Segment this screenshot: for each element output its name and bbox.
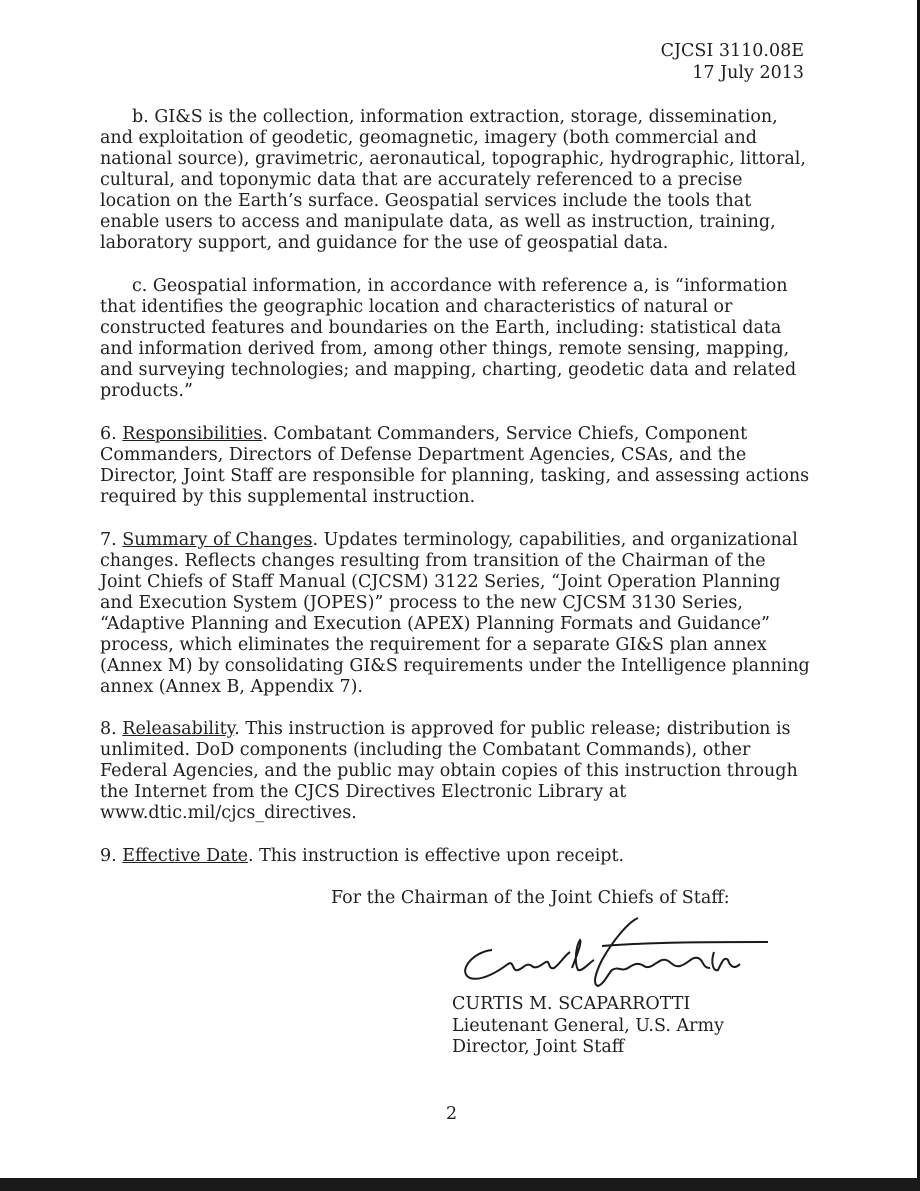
paragraph-b-text: b. GI&S is the collection, information extraction, storage, dissemination, and exploitation of geodetic, geomagnetic, imagery (both commercial and national source), gravimetric, aeronautical, topographic, hydrographic, littoral, cultural, and toponymic data that are accurately referenced to a precise location on the Earth’s surface. Geospatial services include the tools that enable users to access and manipulate data, as well as instruction, training, laboratory support, and guidance for the use of geospatial data. xyxy=(100,107,806,253)
handwritten-signature xyxy=(452,912,772,992)
section-text: . This instruction is approved for public release; distribution is unlimited. DoD components (including the Combatant Commands), other Federal Agencies, and the public may obtain copies of this instruction through the Internet from the CJCS Directives Electronic Library at www.dtic.mil/cjcs_directives. xyxy=(100,719,798,823)
document-header xyxy=(661,40,804,84)
section-number: 9. xyxy=(100,846,117,866)
signer-rank: Lieutenant General, U.S. Army xyxy=(452,1015,724,1036)
section-title: Responsibilities xyxy=(122,424,263,444)
document-number: CJCSI 3110.08E xyxy=(660,41,804,61)
section-title: Effective Date xyxy=(122,846,248,866)
signer-title: Director, Joint Staff xyxy=(452,1037,625,1057)
section-title: Summary of Changes xyxy=(122,530,313,550)
section-number: 7. xyxy=(100,530,117,550)
paragraph-c xyxy=(100,276,812,402)
section-6-responsibilities xyxy=(100,424,812,508)
section-9-effective-date xyxy=(100,846,812,867)
section-text: . Combatant Commanders, Service Chiefs, Component Commanders, Directors of Defense Department Agencies, CSAs, and the Director, Joint Staff are responsible for planning, tasking, and assessing actions required by this supplemental instruction. xyxy=(100,424,810,507)
page-number: 2 xyxy=(446,1104,458,1124)
section-number: 6. xyxy=(100,424,117,444)
scan-bottom-band xyxy=(0,1178,920,1191)
signer-name: CURTIS M. SCAPARROTTI xyxy=(452,994,691,1014)
signature-block xyxy=(452,994,724,1059)
closing-line: For the Chairman of the Joint Chiefs of Staff: xyxy=(331,888,730,908)
document-date: 17 July 2013 xyxy=(692,63,804,83)
section-text: . Updates terminology, capabilities, and organizational changes. Reflects changes resulting from transition of the Chairman of the Joint Chiefs of Staff Manual (CJCSM) 3122 Series, “Joint Operation Planning and Execution System (JOPES)” process to the new CJCSM 3130 Series, “Adaptive Planning and Execution (APEX) Planning Formats and Guidance” process, which eliminates the requirement for a separate GI&S plan annex (Annex M) by consolidating GI&S requirements under the Intelligence planning annex (Annex B, Appendix 7). xyxy=(100,530,810,697)
section-8-releasability xyxy=(100,719,812,824)
section-title: Releasability xyxy=(122,719,235,739)
paragraph-c-text: c. Geospatial information, in accordance with reference a, is “information that identifies the geographic location and characteristics of natural or constructed features and boundaries on the Earth, including: statistical data and information derived from, among other things, remote sensing, mapping, and surveying technologies; and mapping, charting, geodetic data and related products.” xyxy=(100,276,797,401)
section-7-summary-of-changes xyxy=(100,530,812,698)
paragraph-b xyxy=(100,107,812,254)
section-text: . This instruction is effective upon receipt. xyxy=(247,846,625,866)
section-number: 8. xyxy=(100,719,117,739)
